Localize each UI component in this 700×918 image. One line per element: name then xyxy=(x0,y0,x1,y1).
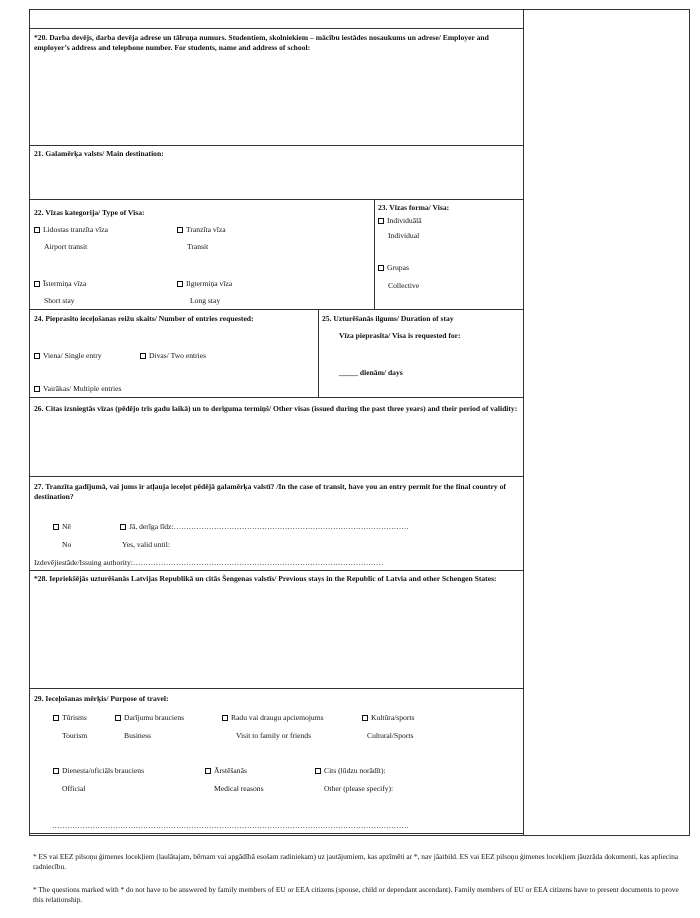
footnote-en: * The questions marked with * do not have to be answered by family members of EU or EEA citizens (spouse, child or dependant ascendant). Family members of EU or EEA citizens have to present documents to prove this relationship. xyxy=(33,885,679,904)
visa-form-collective[interactable]: Grupas xyxy=(378,263,409,273)
checkbox-icon[interactable] xyxy=(315,768,321,774)
purpose-official-en: Official xyxy=(62,784,86,793)
purpose-visit[interactable]: Radu vai draugu apciemojums xyxy=(222,713,324,723)
checkbox-icon[interactable] xyxy=(140,353,146,359)
divider xyxy=(29,570,524,571)
divider xyxy=(318,309,319,397)
purpose-tourism[interactable]: Tūrisms xyxy=(53,713,87,723)
checkbox-icon[interactable] xyxy=(53,768,59,774)
divider xyxy=(29,833,524,834)
checkbox-icon[interactable] xyxy=(177,281,183,287)
purpose-cultural-en: Cultural/Sports xyxy=(367,731,414,740)
checkbox-icon[interactable] xyxy=(53,715,59,721)
checkbox-icon[interactable] xyxy=(362,715,368,721)
checkbox-icon[interactable] xyxy=(34,353,40,359)
visa-long-stay[interactable]: Ilgtermiņa vīza xyxy=(177,279,232,289)
footnote-lv: * ES vai EEZ pilsoņu ģimenes locekļiem (laulātajam, bērnam vai apgādībā esošam radiniekam) uz jautājumiem, kas apzīmēti ar *, nav jāatbild. ES vai EEZ pilsoņu ģimenes locekļiem jāuzrāda dokumenti, kas apliecina radniecību. xyxy=(33,852,679,871)
section-22-label: 22. Vīzas kategorija/ Type of Visa: xyxy=(34,208,145,217)
issuing-authority[interactable]: Izdevējiestāde/Issuing authority:……………………………………………………………………………………… xyxy=(34,558,384,567)
divider xyxy=(29,688,524,689)
entry-permit-yes-en: Yes, valid until: xyxy=(122,540,170,549)
checkbox-icon[interactable] xyxy=(53,524,59,530)
purpose-business-en: Business xyxy=(124,731,152,740)
section-27-label: 27. Tranzīta gadījumā, vai jums ir atļauja ieceļot pēdējā galamērķa valstī? /In the case of transit, have you an entry permit for the final country of destination? xyxy=(34,482,506,501)
visa-transit-en: Transit xyxy=(187,242,209,251)
visa-airport-transit-en: Airport transit xyxy=(44,242,88,251)
visa-transit[interactable]: Tranzīta vīza xyxy=(177,225,226,235)
entry-permit-no-en: No xyxy=(62,540,72,549)
entries-two[interactable]: Divas/ Two entries xyxy=(140,351,206,361)
purpose-cultural[interactable]: Kultūra/sports xyxy=(362,713,414,723)
checkbox-icon[interactable] xyxy=(34,281,40,287)
visa-form-individual-en: Individual xyxy=(388,231,420,240)
checkbox-icon[interactable] xyxy=(115,715,121,721)
divider xyxy=(29,476,524,477)
entry-permit-yes[interactable]: Jā, derīga līdz:………………………………………………………………………………… xyxy=(120,522,409,532)
section-28-label: *28. Iepriekšējās uzturēšanās Latvijas Republikā un citās Šengenas valstīs/ Previous stays in the Republic of Latvia and other Schengen States: xyxy=(34,574,497,583)
visa-airport-transit[interactable]: Lidostas tranzīta vīza xyxy=(34,225,108,235)
purpose-other-en: Other (please specify): xyxy=(324,784,394,793)
section-25-label: 25. Uzturēšanās ilgums/ Duration of stay xyxy=(322,314,454,323)
checkbox-icon[interactable] xyxy=(34,227,40,233)
form-frame xyxy=(29,9,690,836)
purpose-business[interactable]: Darījumu brauciens xyxy=(115,713,184,723)
visa-long-stay-en: Long stay xyxy=(190,296,221,305)
visa-short-stay-en: Short stay xyxy=(44,296,75,305)
section-26-label: 26. Citas izsniegtās vīzas (pēdējo trīs gadu laikā) un to derīguma termiņš/ Other visas (issued during the past three years) and their period of validity: xyxy=(34,404,518,413)
purpose-medical-en: Medical reasons xyxy=(214,784,264,793)
section-23-label: 23. Vīzas forma/ Visa: xyxy=(378,203,450,212)
section-29-label: 29. Ieceļošanas mērķis/ Purpose of travel: xyxy=(34,694,169,703)
divider xyxy=(29,397,524,398)
purpose-medical[interactable]: Ārstēšanās xyxy=(205,766,247,776)
checkbox-icon[interactable] xyxy=(378,218,384,224)
section-20-label: *20. Darba devējs, darba devēja adrese un tālruņa numurs. Studentiem, skolniekiem – mācību iestādes nosaukums un adrese/ Employer and employer’s address and telephone number. For students, name and address of school: xyxy=(34,33,489,52)
entry-permit-no[interactable]: Nē xyxy=(53,522,71,532)
purpose-other[interactable]: Cits (lūdzu norādīt): xyxy=(315,766,386,776)
divider xyxy=(29,28,524,29)
entries-multiple[interactable]: Vairākas/ Multiple entries xyxy=(34,384,121,394)
section-25-sub: Vīza pieprasīta/ Visa is requested for: xyxy=(339,331,461,340)
purpose-visit-en: Visit to family or friends xyxy=(236,731,312,740)
section-21-label: 21. Galamērķa valsts/ Main destination: xyxy=(34,149,164,158)
checkbox-icon[interactable] xyxy=(205,768,211,774)
visa-form-individual[interactable]: Individuālā xyxy=(378,216,422,226)
divider xyxy=(29,309,524,310)
checkbox-icon[interactable] xyxy=(34,386,40,392)
divider xyxy=(374,199,375,309)
purpose-other-specify[interactable]: …………………………………………………………………………………………………………………………… xyxy=(52,821,409,830)
right-column-divider xyxy=(523,9,524,836)
divider xyxy=(29,145,524,146)
divider xyxy=(29,199,524,200)
duration-days[interactable]: _____ dienām/ days xyxy=(339,368,403,377)
checkbox-icon[interactable] xyxy=(177,227,183,233)
section-24-label: 24. Pieprasīto ieceļošanas reižu skaits/ Number of entries requested: xyxy=(34,314,254,323)
checkbox-icon[interactable] xyxy=(378,265,384,271)
purpose-official[interactable]: Dienesta/oficiāls brauciens xyxy=(53,766,144,776)
entries-single[interactable]: Viena/ Single entry xyxy=(34,351,102,361)
checkbox-icon[interactable] xyxy=(222,715,228,721)
checkbox-icon[interactable] xyxy=(120,524,126,530)
visa-short-stay[interactable]: Īstermiņa vīza xyxy=(34,279,86,289)
purpose-tourism-en: Tourism xyxy=(62,731,88,740)
visa-form-collective-en: Collective xyxy=(388,281,420,290)
